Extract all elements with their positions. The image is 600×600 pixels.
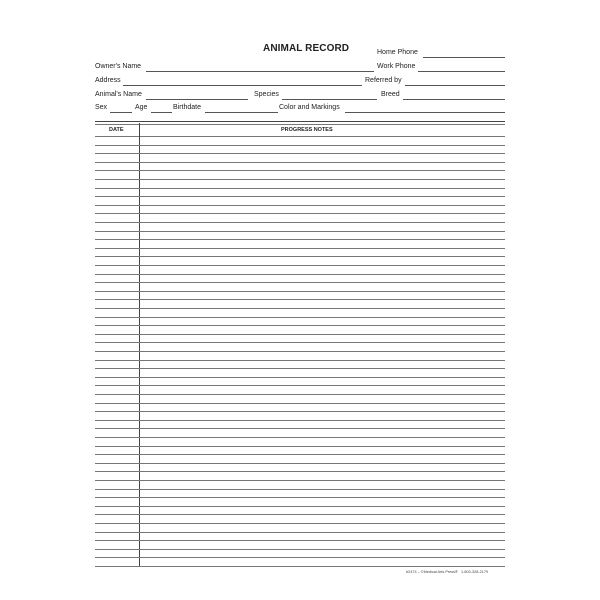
address-label: Address xyxy=(95,77,121,84)
note-line[interactable] xyxy=(95,471,505,472)
breed-field[interactable] xyxy=(403,99,505,100)
work-phone-label: Work Phone xyxy=(377,63,416,70)
table-header-bottom-rule xyxy=(95,136,505,137)
owners-name-label: Owner's Name xyxy=(95,63,142,70)
note-line[interactable] xyxy=(95,351,505,352)
note-line[interactable] xyxy=(95,480,505,481)
animals-name-label: Animal's Name xyxy=(95,91,142,98)
note-line[interactable] xyxy=(95,334,505,335)
form-number: #2474 xyxy=(406,570,417,574)
note-line[interactable] xyxy=(95,239,505,240)
note-line[interactable] xyxy=(95,394,505,395)
note-line[interactable] xyxy=(95,463,505,464)
work-phone-field[interactable] xyxy=(418,71,505,72)
color-markings-field[interactable] xyxy=(345,112,505,113)
note-line[interactable] xyxy=(95,437,505,438)
date-column-header: DATE xyxy=(109,127,124,133)
address-field[interactable] xyxy=(123,85,362,86)
referred-by-label: Referred by xyxy=(365,77,402,84)
progress-notes-column-header: PROGRESS NOTES xyxy=(281,127,333,133)
publisher-phone: 1-800-328-2179 xyxy=(461,570,489,574)
owners-name-field[interactable] xyxy=(146,71,374,72)
note-line[interactable] xyxy=(95,557,505,558)
birthdate-field[interactable] xyxy=(205,112,278,113)
note-line[interactable] xyxy=(95,411,505,412)
note-line[interactable] xyxy=(95,489,505,490)
home-phone-field[interactable] xyxy=(423,57,505,58)
species-label: Species xyxy=(254,91,279,98)
age-field[interactable] xyxy=(151,112,172,113)
note-line[interactable] xyxy=(95,317,505,318)
form-title: ANIMAL RECORD xyxy=(263,43,350,54)
note-line[interactable] xyxy=(95,360,505,361)
note-line[interactable] xyxy=(95,299,505,300)
animals-name-field[interactable] xyxy=(146,99,248,100)
sex-field[interactable] xyxy=(110,112,132,113)
note-line[interactable] xyxy=(95,506,505,507)
note-line[interactable] xyxy=(95,308,505,309)
birthdate-label: Birthdate xyxy=(173,104,202,111)
breed-label: Breed xyxy=(381,91,400,98)
species-field[interactable] xyxy=(282,99,377,100)
note-line[interactable] xyxy=(95,162,505,163)
note-line[interactable] xyxy=(95,325,505,326)
note-line[interactable] xyxy=(95,179,505,180)
date-column-divider xyxy=(139,123,140,567)
note-line[interactable] xyxy=(95,153,505,154)
referred-by-field[interactable] xyxy=(405,85,505,86)
note-line[interactable] xyxy=(95,342,505,343)
note-line[interactable] xyxy=(95,248,505,249)
note-line[interactable] xyxy=(95,265,505,266)
note-line[interactable] xyxy=(95,196,505,197)
note-line[interactable] xyxy=(95,222,505,223)
note-line[interactable] xyxy=(95,385,505,386)
note-line[interactable] xyxy=(95,256,505,257)
note-line[interactable] xyxy=(95,170,505,171)
note-line[interactable] xyxy=(95,291,505,292)
note-line[interactable] xyxy=(95,145,505,146)
note-line[interactable] xyxy=(95,497,505,498)
form-footer: #2474 – ©Medical Arts Press® 1-800-328-2179 xyxy=(406,570,489,574)
publisher: ©Medical Arts Press® xyxy=(420,570,458,574)
note-line[interactable] xyxy=(95,403,505,404)
note-line[interactable] xyxy=(95,446,505,447)
home-phone-label: Home Phone xyxy=(377,49,418,56)
table-top-rule-thin xyxy=(95,124,505,125)
sex-label: Sex xyxy=(95,104,108,111)
note-line[interactable] xyxy=(95,549,505,550)
age-label: Age xyxy=(135,104,148,111)
note-line[interactable] xyxy=(95,540,505,541)
note-line[interactable] xyxy=(95,514,505,515)
note-line[interactable] xyxy=(95,274,505,275)
table-top-rule xyxy=(95,121,505,122)
note-line[interactable] xyxy=(95,377,505,378)
note-line[interactable] xyxy=(95,282,505,283)
table-bottom-rule xyxy=(95,566,505,567)
note-line[interactable] xyxy=(95,523,505,524)
note-line[interactable] xyxy=(95,188,505,189)
note-line[interactable] xyxy=(95,454,505,455)
color-markings-label: Color and Markings xyxy=(279,104,340,111)
note-line[interactable] xyxy=(95,532,505,533)
note-line[interactable] xyxy=(95,428,505,429)
note-line[interactable] xyxy=(95,231,505,232)
note-line[interactable] xyxy=(95,205,505,206)
note-line[interactable] xyxy=(95,213,505,214)
note-line[interactable] xyxy=(95,368,505,369)
note-line[interactable] xyxy=(95,420,505,421)
